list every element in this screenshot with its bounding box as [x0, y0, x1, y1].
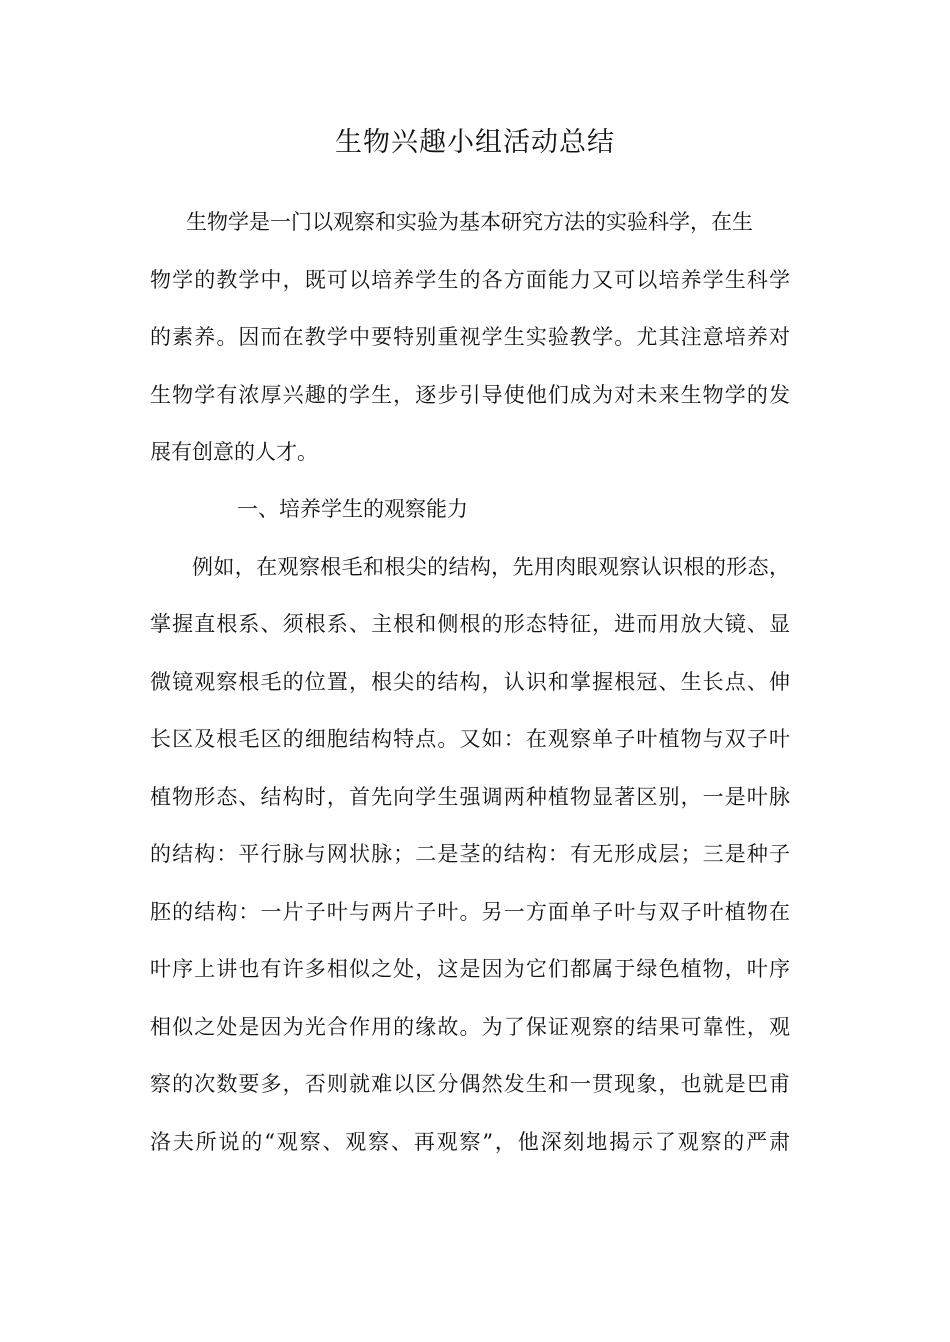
body-line: 例如，在观察根毛和根尖的结构，先用肉眼观察认识根的形态， — [192, 555, 790, 579]
body-line: 察的次数要多，否则就难以区分偶然发生和一贯现象，也就是巴甫 — [150, 1072, 790, 1096]
intro-line: 展有创意的人才。 — [150, 440, 318, 464]
intro-line: 生物学有浓厚兴趣的学生，逐步引导使他们成为对未来生物学的发 — [150, 383, 790, 407]
body-line: 植物形态、结构时，首先向学生强调两种植物显著区别，一是叶脉 — [150, 785, 790, 809]
body-line: 叶序上讲也有许多相似之处，这是因为它们都属于绿色植物，叶序 — [150, 957, 790, 981]
section-heading: 一、培养学生的观察能力 — [237, 497, 468, 521]
body-line: 相似之处是因为光合作用的缘故。为了保证观察的结果可靠性，观 — [150, 1015, 790, 1039]
intro-line: 生物学是一门以观察和实验为基本研究方法的实验科学，在生 — [186, 210, 753, 234]
body-line: 胚的结构：一片子叶与两片子叶。另一方面单子叶与双子叶植物在 — [150, 900, 790, 924]
body-line: 微镜观察根毛的位置，根尖的结构，认识和掌握根冠、生长点、伸 — [150, 670, 790, 694]
body-line: 掌握直根系、须根系、主根和侧根的形态特征，进而用放大镜、显 — [150, 612, 790, 636]
body-line: 洛夫所说的“观察、观察、再观察”，他深刻地揭示了观察的严肃 — [150, 1130, 790, 1154]
document-title: 生物兴趣小组活动总结 — [335, 127, 615, 158]
intro-line: 物学的教学中，既可以培养学生的各方面能力又可以培养学生科学 — [150, 268, 790, 292]
intro-line: 的素养。因而在教学中要特别重视学生实验教学。尤其注意培养对 — [150, 325, 790, 349]
body-line: 长区及根毛区的细胞结构特点。又如：在观察单子叶植物与双子叶 — [150, 727, 790, 751]
body-line: 的结构：平行脉与网状脉；二是茎的结构：有无形成层；三是种子 — [150, 842, 790, 866]
